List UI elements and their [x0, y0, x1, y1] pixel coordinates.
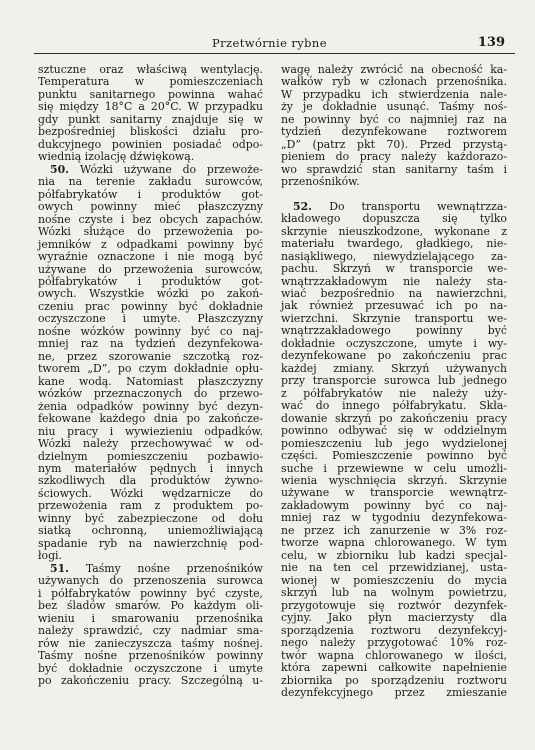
- line-text: która zapewni całkowite napełnienie: [281, 661, 507, 675]
- line-text: Taśmy nośne przenośników powinny: [38, 649, 263, 663]
- right-text-column: [281, 64, 507, 699]
- line-text: winny być zabezpieczone od dołu: [38, 511, 263, 525]
- line-text: Wózki należy przechowywać w od-: [38, 437, 263, 451]
- line-text: Wózki używane do przewoże-: [80, 162, 263, 176]
- line-text: gdy punkt sanitarny znajduje się w: [38, 112, 263, 126]
- line-text: po zakończeniu pracy. Szczególną u-: [38, 673, 263, 687]
- section-number: 51.: [50, 561, 86, 575]
- line-text: nego należy przygotować 10% roz-: [281, 636, 507, 650]
- line-text: dukcyjnego powinien posiadać odpo-: [38, 137, 263, 151]
- line-text: wózków przeznaczonych do przewo-: [38, 387, 263, 401]
- line-text: Do transportu wewnątrzza-: [329, 199, 507, 213]
- page-number: 139: [477, 35, 505, 50]
- line-text: czeniu prac powinny być dokładnie: [38, 299, 263, 313]
- line-text: ne przez ich zanurzenie w 3% roz-: [281, 523, 507, 537]
- running-title: Przetwórnie rybne: [212, 36, 327, 50]
- line-text: sztuczne oraz właściwą wentylację.: [38, 63, 263, 76]
- line-text: każdej zmiany. Skrzyń używanych: [281, 361, 507, 375]
- text-line: [281, 176, 507, 188]
- line-text: kane wodą. Natomiast płaszczyzny: [38, 374, 263, 388]
- section-number: 50.: [50, 162, 81, 176]
- left-text-column: [38, 64, 263, 687]
- line-text: przenośników.: [281, 175, 360, 189]
- line-text: „D” (patrz pkt 70). Przed przystą-: [281, 137, 507, 151]
- line-text: pomieszczeniu lub jego wydzielonej: [281, 436, 507, 450]
- line-text: wiednią izolację dźwiękową.: [38, 150, 195, 164]
- line-text: kładowego dopuszcza się tylko: [281, 212, 507, 226]
- line-text: W przypadku ich stwierdzenia nale-: [281, 87, 507, 101]
- line-text: wierzchni. Skrzynie transportu we-: [281, 311, 507, 325]
- line-text: rów nie zanieczyszcza taśmy nośnej.: [38, 636, 263, 650]
- line-text: wo sprawdzić stan sanitarny taśm i: [281, 162, 507, 176]
- line-text: celu, w zbiorniku lub kadzi specjal-: [281, 548, 507, 562]
- line-text: należy sprawdzić, czy nadmiar sma-: [38, 624, 263, 638]
- line-text: ne powinny być co najmniej raz na: [281, 112, 507, 126]
- line-text: skrzynie nieuszkodzone, wykonane z: [281, 224, 507, 238]
- line-text: bez śladów smarów. Po każdym oli-: [38, 599, 263, 613]
- line-text: być dokładnie oczyszczone i umyte: [38, 661, 263, 675]
- line-text: z półfabrykatów nie należy uży-: [281, 386, 507, 400]
- line-text: nośne wózków powinny być co naj-: [38, 324, 263, 338]
- line-text: łogi.: [38, 549, 63, 563]
- line-text: nasiąkliwego, niewydzielającego za-: [281, 249, 507, 263]
- line-text: Temperatura w pomieszczeniach: [38, 75, 263, 89]
- line-text: żenia odpadków powinny być dezyn-: [38, 399, 263, 413]
- line-text: cyjny. Jako płyn macierzysty dla: [281, 611, 507, 625]
- line-text: półfabrykatów i produktów got-: [38, 187, 263, 201]
- line-text: niu pracy i wywiezieniu odpadków.: [38, 424, 263, 438]
- line-text: sporządzenia roztworu dezynfekcyj-: [281, 623, 507, 637]
- line-text: zakładowym powinny być co naj-: [281, 498, 507, 512]
- text-line: [281, 687, 507, 699]
- section-number: 52.: [293, 199, 330, 213]
- line-text: mniej raz w tygodniu dezynfekowa-: [281, 511, 507, 525]
- text-line: [38, 675, 263, 687]
- line-text: używane do przewożenia surowców,: [38, 262, 263, 276]
- line-text: półfabrykatów i produktów got-: [38, 274, 263, 288]
- line-text: wyraźnie oznaczone i nie mogą być: [38, 250, 263, 264]
- line-text: wiać bezpośrednio na nawierzchni,: [281, 286, 507, 300]
- line-text: nie na ten cel przewidzianej, usta-: [281, 561, 507, 575]
- line-text: owych powinny mieć płaszczyzny: [38, 200, 263, 214]
- line-text: oczyszczone i umyte. Płaszczyzny: [38, 312, 263, 326]
- line-text: pieniem do pracy należy każdorazo-: [281, 150, 507, 164]
- line-text: dowanie skrzyń po zakończeniu pracy: [281, 411, 507, 425]
- line-text: twór wapna chlorowanego w ilości,: [281, 648, 507, 662]
- line-text: tydzień dezynfekowane roztworem: [281, 125, 507, 139]
- line-text: fekowane każdego dnia po zakończe-: [38, 412, 263, 426]
- line-text: dokładnie oczyszczone, umyte i wy-: [281, 336, 507, 350]
- line-text: przy transporcie surowca lub jednego: [281, 374, 507, 388]
- line-text: jak również przesuwać ich po na-: [281, 299, 507, 313]
- line-text: dezynfekowane po zakończeniu prac: [281, 349, 507, 363]
- line-text: wnątrzzakładowym nie należy sta-: [281, 274, 507, 288]
- line-text: tworem „D”, po czym dokładnie opłu-: [38, 362, 263, 376]
- line-text: nia na terenie zakładu surowców,: [38, 175, 263, 189]
- line-text: pachu. Skrzyń w transporcie we-: [281, 262, 507, 276]
- line-text: wałków ryb w członach przenośnika.: [281, 75, 507, 89]
- line-text: nym materiałów pędnych i innych: [38, 462, 263, 475]
- line-text: powinno odbywać się w oddzielnym: [281, 424, 507, 438]
- line-text: nośne czyste i bez obcych zapachów.: [38, 212, 263, 226]
- line-text: wieniu i smarowaniu przenośnika: [38, 611, 263, 625]
- line-text: używanych do przenoszenia surowca: [38, 574, 263, 588]
- line-text: wionej w pomieszczeniu do mycia: [281, 573, 507, 587]
- line-text: zbiornika po sporządzeniu roztworu: [281, 673, 507, 687]
- line-text: Taśmy nośne przenośników: [85, 561, 263, 575]
- line-text: się między 18°C a 20°C. W przypadku: [38, 100, 263, 114]
- line-text: ży je dokładnie usunąć. Taśmy noś-: [281, 100, 507, 114]
- line-text: owych. Wszystkie wózki po zakoń-: [38, 287, 263, 301]
- line-text: mniej raz na tydzień dezynfekowa-: [38, 337, 263, 351]
- line-text: i półfabrykatów powinny być czyste,: [38, 586, 263, 600]
- line-text: jemników z odpadkami powinny być: [38, 237, 263, 251]
- line-text: używane w transporcie wewnątrz-: [281, 486, 507, 500]
- line-text: siatką ochronną, uniemożliwiającą: [38, 524, 263, 538]
- line-text: dezynfekcyjnego przez zmieszanie: [281, 685, 507, 699]
- line-text: wać do innego półfabrykatu. Skła-: [281, 399, 507, 413]
- header-rule: [34, 53, 515, 54]
- line-text: materiału twardego, gładkiego, nie-: [281, 237, 507, 251]
- line-text: wnątrzzakładowego powinny być: [281, 324, 507, 338]
- line-text: suche i przewiewne w celu umożli-: [281, 461, 507, 475]
- line-text: bezpośredniej bliskości działu pro-: [38, 125, 263, 139]
- text-line: [38, 538, 263, 550]
- line-text: wagę należy zwrócić na obecność ka-: [281, 63, 507, 76]
- line-text: ne, przez szorowanie szczotką roz-: [38, 349, 263, 363]
- line-text: szkodliwych dla produktów żywno-: [38, 474, 263, 488]
- line-text: spadanie ryb na nawierzchnię pod-: [38, 536, 263, 550]
- line-text: punktu sanitarnego powinna wahać: [38, 87, 263, 101]
- line-text: wienia wyschnięcia skrzyń. Skrzynie: [281, 474, 507, 487]
- running-header: [34, 34, 515, 54]
- line-text: przygotowuje się roztwór dezynfek-: [281, 598, 507, 612]
- line-text: ściowych. Wózki wędzarnicze do: [38, 486, 263, 500]
- line-text: części. Pomieszczenie powinno być: [281, 449, 507, 463]
- line-text: skrzyń lub na wolnym powietrzu,: [281, 586, 507, 600]
- line-text: przewożenia ram z produktem po-: [38, 499, 263, 513]
- line-text: tworze wapna chlorowanego. W tym: [281, 536, 507, 550]
- line-text: Wózki służące do przewożenia po-: [38, 225, 263, 239]
- line-text: dzielnym pomieszczeniu pozbawio-: [38, 449, 263, 463]
